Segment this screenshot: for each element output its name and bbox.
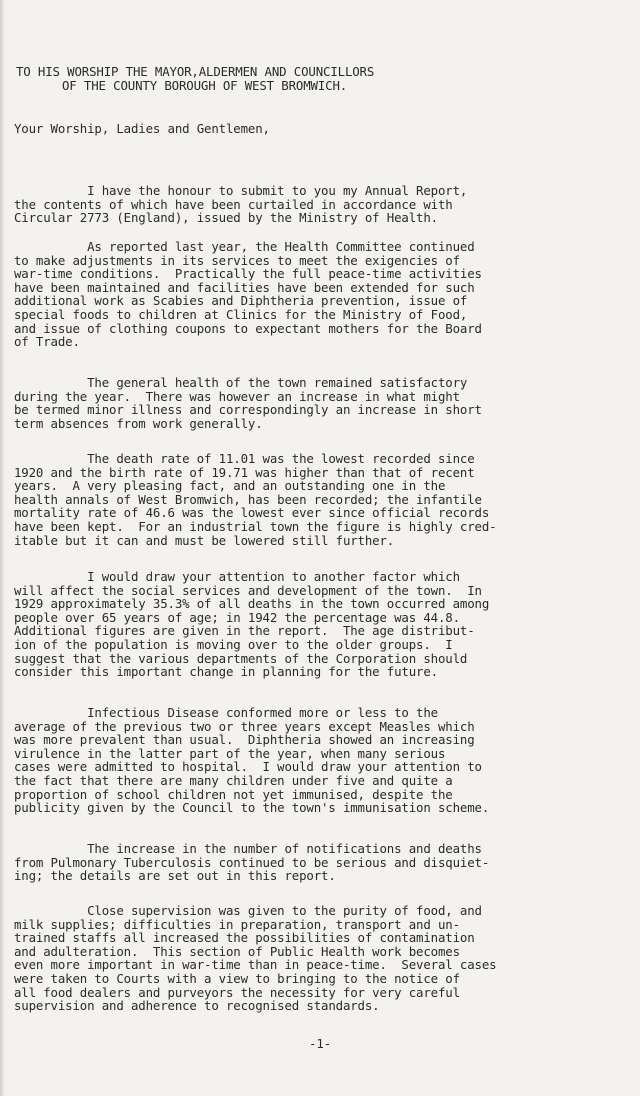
paragraph-line: I have the honour to submit to you my Annual Report,	[14, 183, 468, 198]
paragraph-line: even more important in war-time than in peace-time. Several cases	[14, 957, 497, 973]
paragraph-line: publicity given by the Council to the town's immunisation scheme.	[14, 800, 490, 816]
paragraph-line: have been kept. For an industrial town the figure is highly cred-	[14, 518, 497, 534]
paragraph-line: to make adjustments in its services to meet the exigencies of	[14, 252, 460, 268]
paragraph-line: was more prevalent than usual. Diphtheria showed an increasing	[14, 732, 475, 748]
paragraph-tuberculosis	[14, 842, 489, 883]
salutation: Your Worship, Ladies and Gentlemen,	[14, 121, 270, 136]
paragraph-line: were taken to Courts with a view to bringing to the notice of	[14, 970, 460, 986]
paragraph-line: from Pulmonary Tuberculosis continued to be serious and disquiet-	[14, 854, 490, 870]
paragraph-general-health	[14, 376, 482, 430]
paragraph-line: mortality rate of 46.6 was the lowest ever since official records	[14, 505, 490, 521]
paragraph-line: additional work as Scabies and Diphtheria prevention, issue of	[14, 293, 468, 309]
paragraph-line: 1920 and the birth rate of 19.71 was higher than that of recent	[14, 464, 475, 480]
paragraph-line: The death rate of 11.01 was the lowest recorded since	[14, 451, 475, 466]
paragraph-wartime-services	[14, 240, 482, 349]
paragraph-population-age	[14, 570, 489, 679]
address-line-1: TO HIS WORSHIP THE MAYOR,ALDERMEN AND COUNCILLORS	[16, 64, 375, 79]
paragraph-line: health annals of West Bromwich, has been recorded; the infantile	[14, 491, 482, 507]
paragraph-line: As reported last year, the Health Committee continued	[14, 239, 475, 254]
paragraph-line: virulence in the latter part of the year, when many serious	[14, 745, 446, 761]
paragraph-line: Infectious Disease conformed more or less to the	[14, 705, 438, 720]
page-number: -1-	[309, 1036, 331, 1051]
address-line-2: OF THE COUNTY BOROUGH OF WEST BROMWICH.	[62, 78, 348, 93]
paragraph-line: trained staffs all increased the possibilities of contamination	[14, 930, 475, 946]
paragraph-line: ing; the details are set out in this report.	[14, 868, 336, 884]
paragraph-line: Close supervision was given to the purity of food, and	[14, 903, 482, 918]
paragraph-line: all food dealers and purveyors the necessity for very careful	[14, 984, 460, 1000]
paragraph-line: suggest that the various departments of the Corporation should	[14, 650, 468, 666]
paragraph-line: will affect the social services and development of the town. In	[14, 582, 482, 598]
paragraph-annual-report	[14, 184, 467, 225]
paragraph-line: Additional figures are given in the report. The age distribut-	[14, 623, 475, 639]
paragraph-line: cases were admitted to hospital. I would draw your attention to	[14, 759, 482, 775]
paragraph-line: have been maintained and facilities have been extended for such	[14, 279, 475, 295]
paragraph-line: ion of the population is moving over to the older groups. I	[14, 636, 453, 652]
paragraph-line: the fact that there are many children under five and quite a	[14, 772, 453, 788]
paragraph-line: Circular 2773 (England), issued by the Ministry of Health.	[14, 210, 438, 226]
paragraph-line: milk supplies; difficulties in preparation, transport and un-	[14, 916, 460, 932]
paragraph-line: be termed minor illness and correspondingly an increase in short	[14, 402, 482, 418]
paragraph-line: term absences from work generally.	[14, 415, 263, 431]
paragraph-line: supervision and adherence to recognised standards.	[14, 998, 380, 1014]
paragraph-line: I would draw your attention to another factor which	[14, 569, 460, 584]
paragraph-line: proportion of school children not yet immunised, despite the	[14, 786, 453, 802]
paragraph-line: 1929 approximately 35.3% of all deaths in the town occurred among	[14, 596, 490, 612]
paragraph-vital-statistics	[14, 452, 496, 547]
paragraph-infectious-disease	[14, 706, 489, 815]
paragraph-food-supervision	[14, 904, 496, 1013]
paragraph-line: and issue of clothing coupons to expectant mothers for the Board	[14, 320, 482, 336]
paragraph-line: people over 65 years of age; in 1942 the percentage was 44.8.	[14, 609, 460, 625]
paragraph-line: war-time conditions. Practically the full peace-time activities	[14, 266, 482, 282]
paragraph-line: the contents of which have been curtailed in accordance with	[14, 196, 453, 212]
paragraph-line: and adulteration. This section of Public Health work becomes	[14, 943, 460, 959]
paragraph-line: The increase in the number of notifications and deaths	[14, 841, 482, 856]
paragraph-line: special foods to children at Clinics for the Ministry of Food,	[14, 306, 468, 322]
paragraph-line: during the year. There was however an increase in what might	[14, 388, 460, 404]
paragraph-line: average of the previous two or three years except Measles which	[14, 718, 475, 734]
paragraph-line: of Trade.	[14, 334, 80, 350]
paragraph-line: years. A very pleasing fact, and an outstanding one in the	[14, 478, 446, 494]
paragraph-line: The general health of the town remained satisfactory	[14, 375, 468, 390]
paragraph-line: consider this important change in planning for the future.	[14, 664, 438, 680]
paragraph-line: itable but it can and must be lowered still further.	[14, 532, 395, 548]
